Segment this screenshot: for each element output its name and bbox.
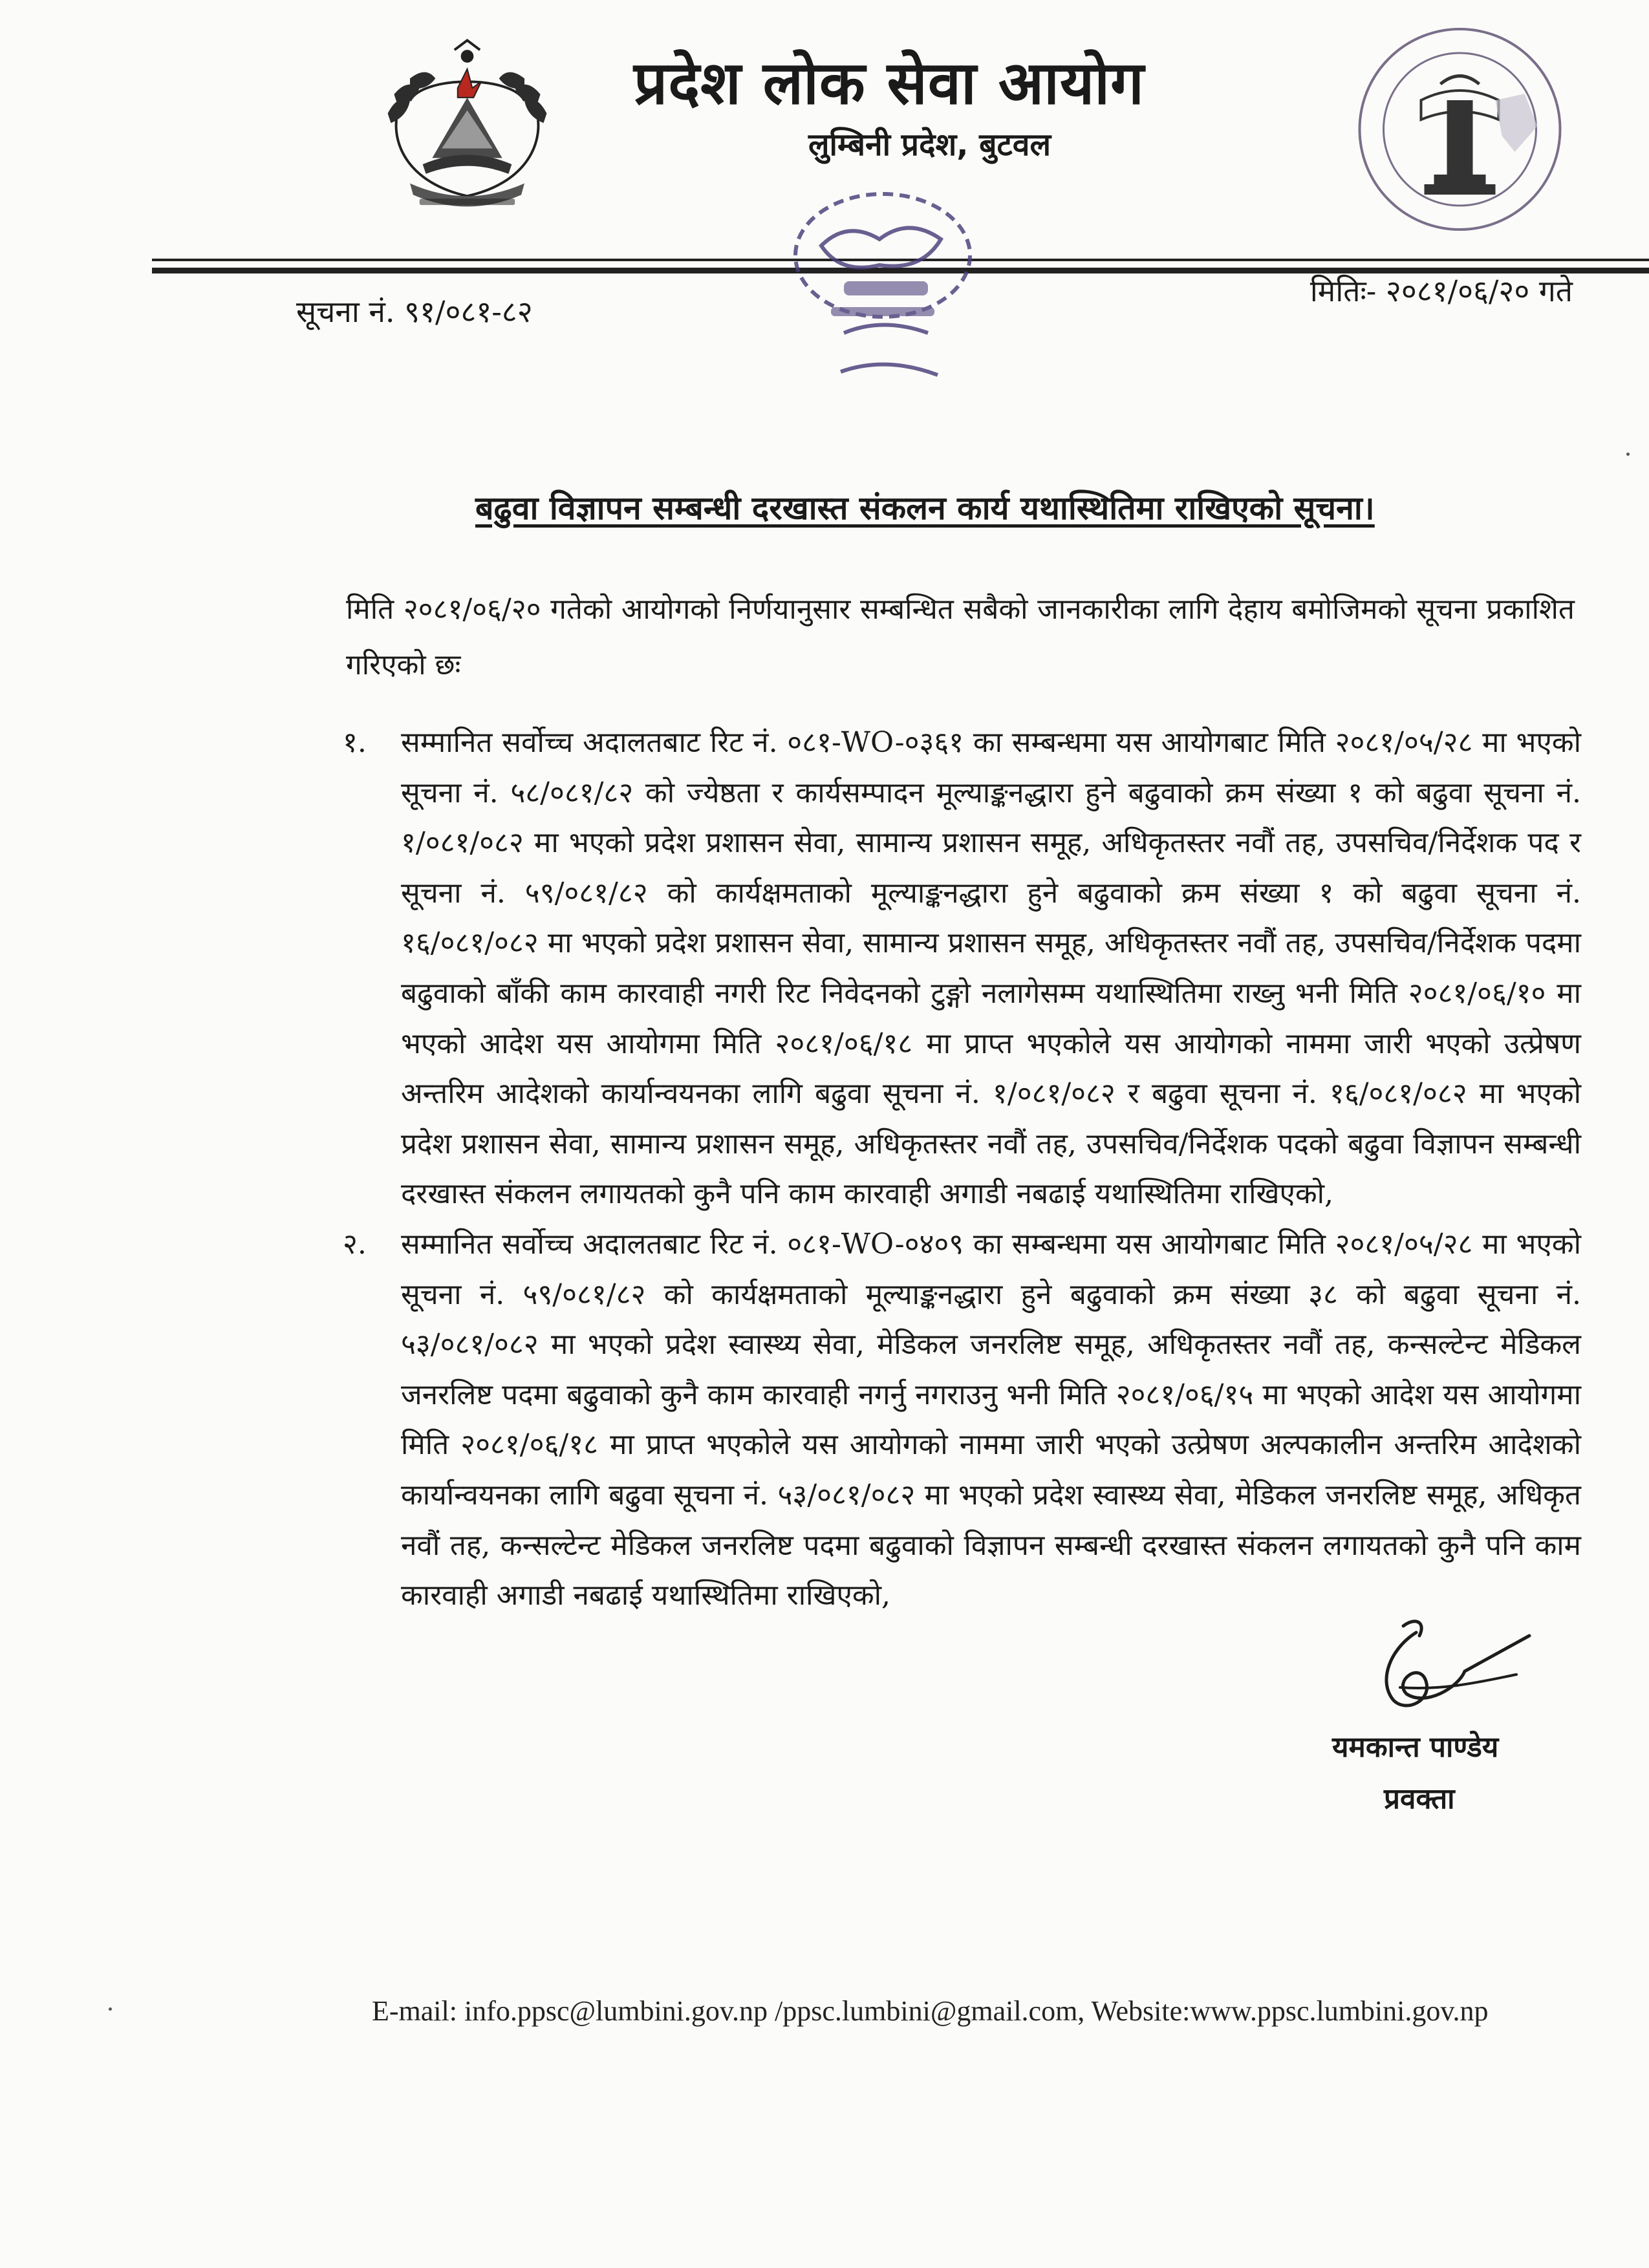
emblem-motto <box>420 198 515 205</box>
item-text: सम्मानित सर्वोच्च अदालतबाट रिट नं. ०८१-WO-०४०९ का सम्बन्धमा यस आयोगबाट मिति २०८१/०५/२८ मा भएको सूचना नं. ५९/०८१/८२ को कार्यक्षमताको मूल्याङ्कनद्धारा हुने बढुवाको क्रम संख्या ३८ को बढुवा सूचना नं. ५३/०८१/०८२ मा भएको प्रदेश स्वास्थ्य सेवा, मेडिकल जनरलिष्ट समूह, अधिकृतस्तर नवौं तह, कन्सल्टेन्ट मेडिकल जनरलिष्ट पदमा बढुवाको कुनै काम कारवाही नगर्नु नगराउनु भनी मिति २०८१/०६/१५ मा भएको आदेश यस आयोगमा मिति २०८१/०६/१८ मा प्राप्त भएकोले यस आयोगको नाममा जारी भएको उत्प्रेषण अल्पकालीन अन्तरिम आदेशको कार्यान्वयनका लागि बढुवा सूचना नं. ५३/०८१/०८२ मा भएको प्रदेश स्वास्थ्य सेवा, मेडिकल जनरलिष्ट समूह, अधिकृत नवौं तह, कन्सल्टेन्ट मेडिकल जनरलिष्ट पदमा बढुवाको विज्ञापन सम्बन्धी दरखास्त संकलन लगायतको कुनै पनि काम कारवाही अगाडी नबढाई यथास्थितिमा राखिएको, <box>401 1227 1581 1612</box>
notice-items <box>336 718 1581 1621</box>
notice-item <box>336 718 1581 1219</box>
notice-date: मितिः- २०८१/०६/२० गते <box>1310 273 1573 308</box>
nepal-coat-of-arms-icon <box>372 36 563 230</box>
office-stamp-icon <box>766 184 999 398</box>
scan-speck <box>1626 453 1630 456</box>
office-address: लुम्बिनी प्रदेश, बुटवल <box>808 127 1051 163</box>
item-text: सम्मानित सर्वोच्च अदालतबाट रिट नं. ०८१-WO-०३६१ का सम्बन्धमा यस आयोगबाट मिति २०८१/०५/२८ मा भएको सूचना नं. ५८/०८१/८२ को ज्येष्ठता र कार्यसम्पादन मूल्याङ्कनद्धारा हुने बढुवाको क्रम संख्या १ को बढुवा सूचना नं. १/०८१/०८२ मा भएको प्रदेश प्रशासन सेवा, सामान्य प्रशासन समूह, अधिकृतस्तर नवौं तह, उपसचिव/निर्देशक पद र सूचना नं. ५९/०८१/८२ को कार्यक्षमताको मूल्याङ्कनद्धारा हुने बढुवाको क्रम संख्या १ को बढुवा सूचना नं. १६/०८१/०८२ मा भएको प्रदेश प्रशासन सेवा, सामान्य प्रशासन समूह, अधिकृतस्तर नवौं तह, उपसचिव/निर्देशक पदमा बढुवाको बाँकी काम कारवाही नगरी रिट निवेदनको टुङ्गो नलागेसम्म यथास्थितिमा राख्नु भनी मिति २०८१/०६/१० मा भएको आदेश यस आयोगमा मिति २०८१/०६/१८ मा प्राप्त भएकोले यस आयोगको नाममा जारी भएको उत्प्रेषण अन्तरिम आदेशको कार्यान्वयनका लागि बढुवा सूचना नं. १/०८१/०८२ र बढुवा सूचना नं. १६/०८१/०८२ मा भएको प्रदेश प्रशासन सेवा, सामान्य प्रशासन समूह, अधिकृतस्तर नवौं तह, उपसचिव/निर्देशक पदको बढुवा विज्ञापन सम्बन्धी दरखास्त संकलन लगायतको कुनै पनि काम कारवाही अगाडी नबढाई यथास्थितिमा राखिएको, <box>401 726 1581 1211</box>
signatory-name: यमकान्त पाण्डेय <box>1332 1731 1499 1764</box>
item-number: १. <box>343 726 367 759</box>
item-number: २. <box>343 1227 367 1261</box>
signatory-role: प्रवक्ता <box>1384 1782 1455 1815</box>
notice-title: बढुवा विज्ञापन सम्बन्धी दरखास्त संकलन कार्य यथास्थितिमा राखिएको सूचना। <box>475 489 1375 527</box>
handwritten-signature-icon <box>1355 1610 1542 1739</box>
notice-number: सूचना नं. ९१/०८१-८२ <box>296 294 533 329</box>
notice-item <box>336 1219 1581 1621</box>
office-name: प्रदेश लोक सेवा आयोग <box>634 48 1145 118</box>
commission-seal-icon <box>1348 23 1571 236</box>
footer-contact: E-mail: info.ppsc@lumbini.gov.np /ppsc.lumbini@gmail.com, Website:www.ppsc.lumbini.gov.np <box>372 1995 1489 2027</box>
intro-paragraph: मिति २०८१/०६/२० गतेको आयोगको निर्णयानुसार सम्बन्धित सबैको जानकारीका लागि देहाय बमोजिमको सूचना प्रकाशित गरिएको छः <box>346 593 1575 681</box>
scan-speck <box>109 2007 112 2011</box>
